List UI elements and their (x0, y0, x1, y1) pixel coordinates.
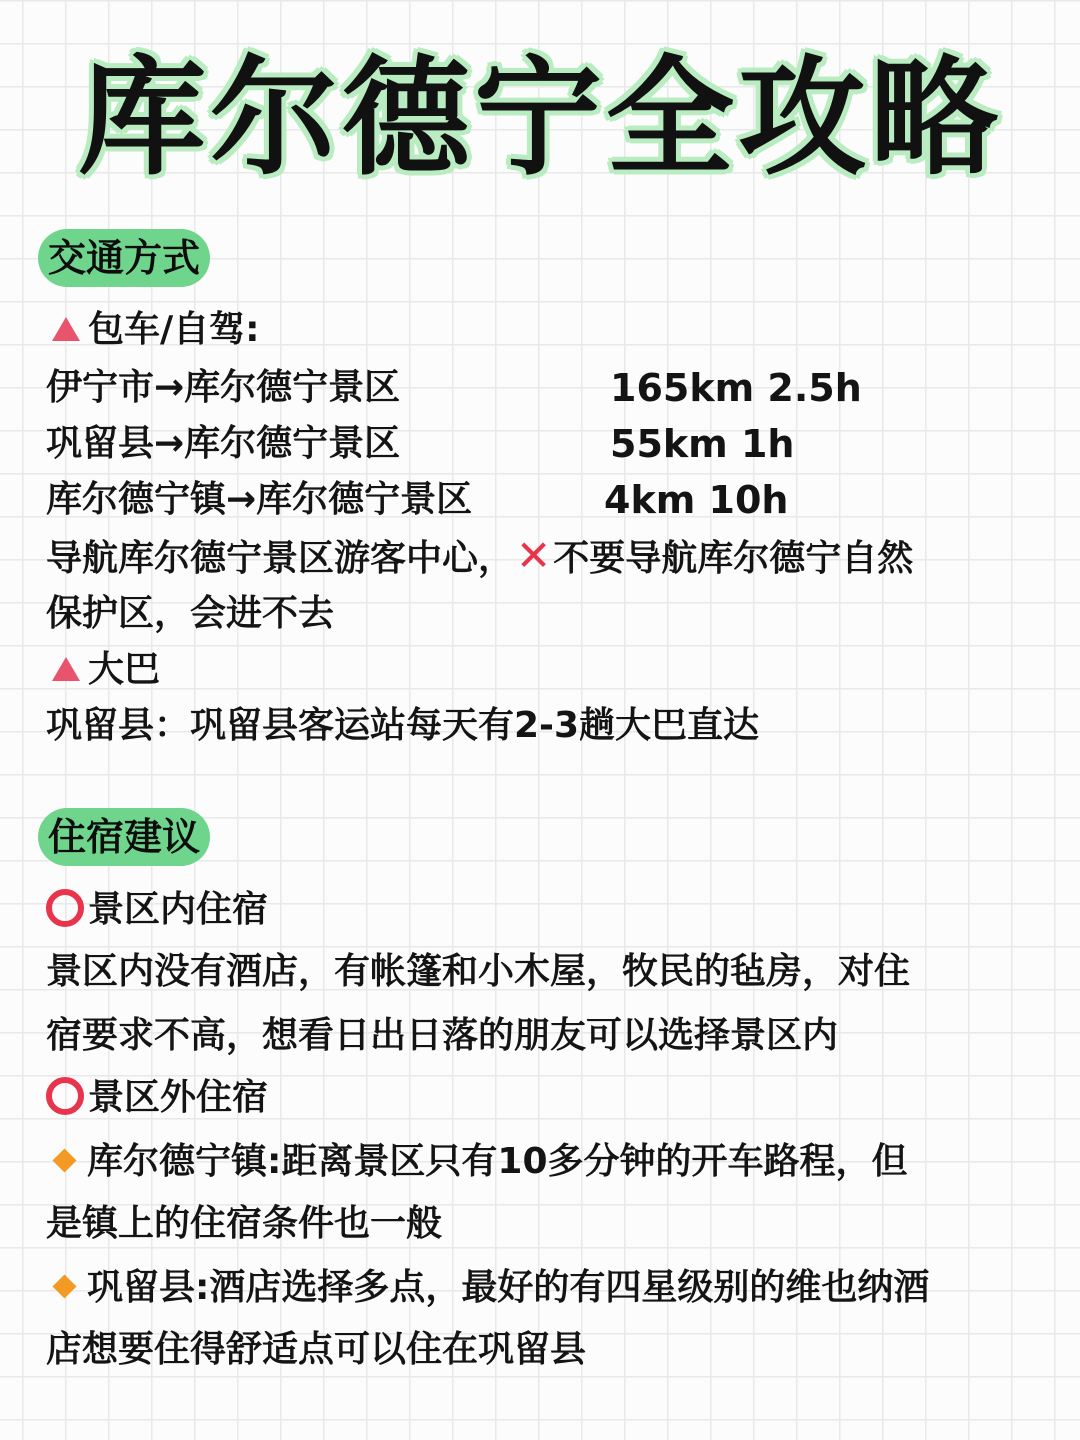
route-info: 55km 1h (610, 422, 795, 466)
town-text: 库尔德宁镇:距离景区只有10多分钟的开车路程，但 (87, 1141, 908, 1182)
red-circle-icon (46, 1077, 84, 1115)
route-info: 4km 10h (604, 478, 789, 522)
red-circle-icon (46, 889, 84, 927)
nav-tip-continued: 保护区，会进不去 (46, 593, 335, 634)
town-line-2 (46, 1196, 442, 1252)
outside-label: 景区外住宿 (88, 1077, 269, 1118)
bus-label-line (46, 642, 160, 698)
route-name: 伊宁市→库尔德宁景区 (46, 367, 401, 408)
page-title: 库尔德宁全攻略 (77, 44, 1002, 193)
lodging-heading-badge: 住宿建议 (38, 808, 210, 866)
town-line (46, 1134, 908, 1190)
inside-text: 景区内没有酒店，有帐篷和小木屋，牧民的毡房，对住 (46, 951, 911, 992)
county-line (46, 1260, 929, 1316)
bus-info-line (46, 698, 759, 754)
county-text: 巩留县:酒店选择多点，最好的有四星级别的维也纳酒 (87, 1267, 930, 1308)
nav-tip-line (46, 528, 913, 584)
town-text: 是镇上的住宿条件也一般 (46, 1203, 443, 1244)
bus-info: 巩留县：巩留县客运站每天有2-3趟大巴直达 (46, 705, 760, 746)
nav-tip-warning: 不要导航库尔德宁自然 (553, 538, 914, 579)
route-row (46, 360, 400, 416)
route-name: 库尔德宁镇→库尔德宁景区 (46, 479, 473, 520)
route-row (46, 472, 472, 528)
red-cross-icon: ✕ (516, 531, 552, 580)
county-text: 店想要住得舒适点可以住在巩留县 (46, 1329, 587, 1370)
red-triangle-icon (52, 317, 80, 341)
route-info: 165km 2.5h (610, 366, 862, 410)
car-label-line (46, 302, 260, 358)
bus-label: 大巴 (88, 649, 161, 690)
inside-label-line (46, 882, 268, 938)
car-label: 包车/自驾: (88, 309, 260, 350)
county-line-2 (46, 1322, 586, 1378)
route-name: 巩留县→库尔德宁景区 (46, 423, 401, 464)
inside-text: 宿要求不高，想看日出日落的朋友可以选择景区内 (46, 1015, 839, 1056)
transport-heading-badge: 交通方式 (38, 229, 210, 287)
route-row (46, 416, 400, 472)
inside-label: 景区内住宿 (88, 889, 269, 930)
nav-tip-text: 导航库尔德宁景区游客中心， (46, 538, 515, 579)
inside-text-line (46, 1008, 838, 1064)
outside-label-line (46, 1070, 268, 1126)
inside-text-line (46, 944, 910, 1000)
orange-diamond-icon (52, 1148, 76, 1172)
orange-diamond-icon (52, 1274, 76, 1298)
nav-tip-line-2 (46, 586, 334, 642)
red-triangle-icon (52, 657, 80, 681)
